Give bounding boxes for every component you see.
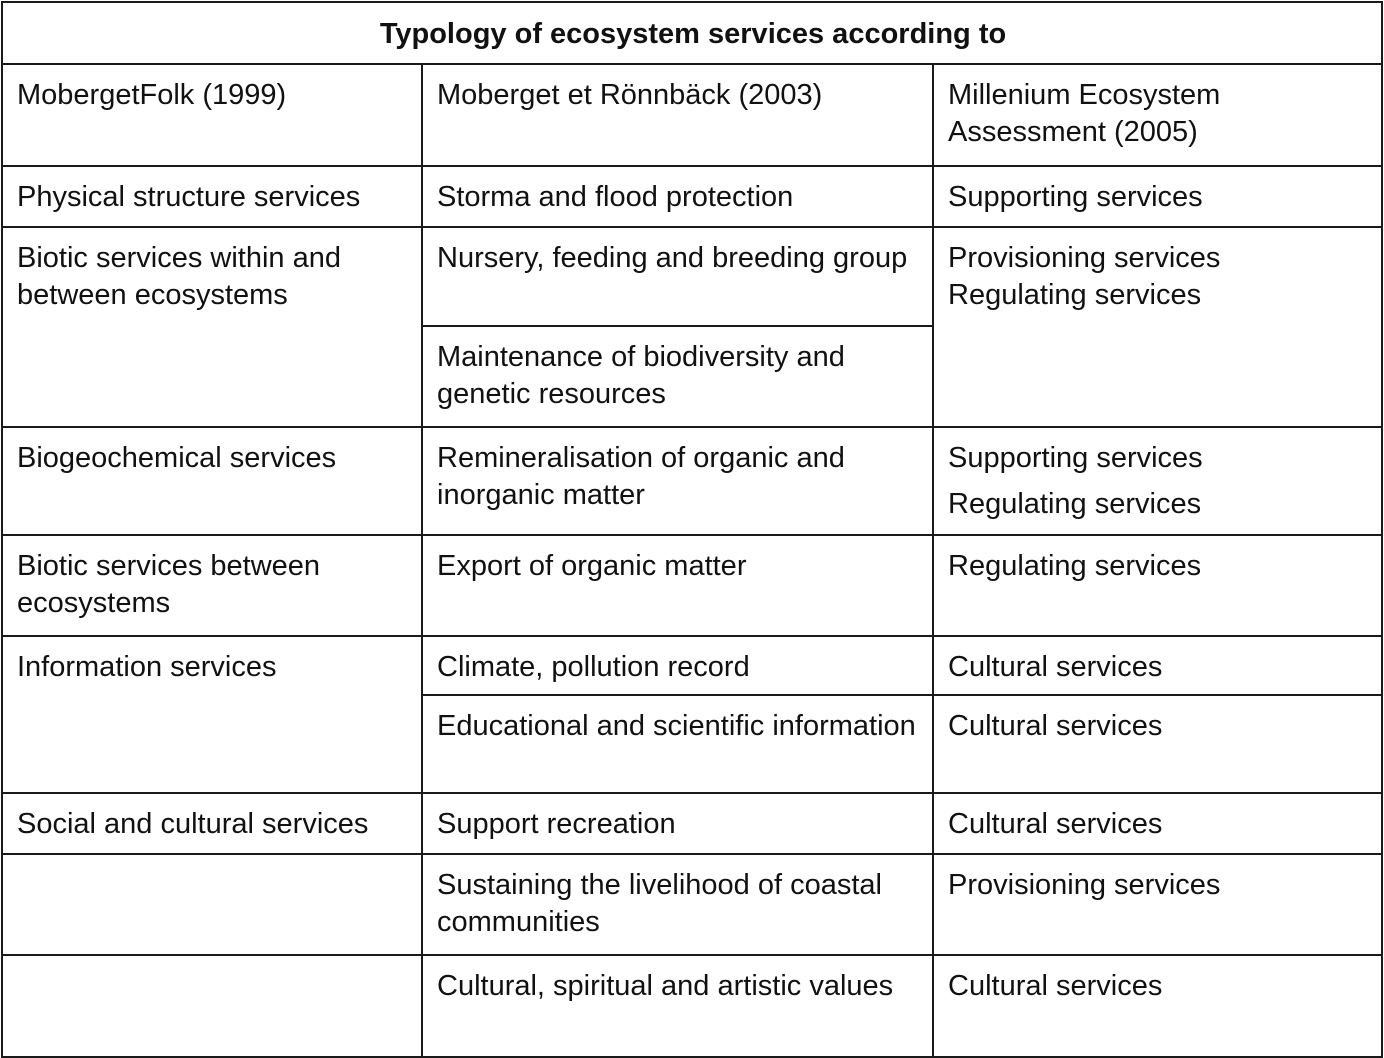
table-cell <box>933 793 1382 854</box>
table-cell <box>933 955 1382 1057</box>
table-cell: Biotic services within and between ecosystems <box>2 227 422 427</box>
table-row <box>2 535 1382 636</box>
cell-line: Regulating services <box>948 550 1202 582</box>
cell-line: Cultural services <box>948 651 1163 683</box>
ecosystem-services-table <box>1 1 1383 1058</box>
cell-line: Regulating services <box>948 279 1202 311</box>
table-cell: Maintenance of biodiversity and genetic resources <box>422 326 933 427</box>
table-cell: Biotic services between ecosystems <box>2 535 422 636</box>
cell-line: Supporting services <box>948 181 1203 213</box>
table-row <box>2 955 1382 1057</box>
header-row <box>2 64 1382 166</box>
table-row <box>2 427 1382 535</box>
cell-line: Cultural services <box>948 710 1163 742</box>
table-cell: Sustaining the livelihood of coastal communities <box>422 854 933 955</box>
cell-line: Cultural services <box>948 808 1163 840</box>
table-cell: Nursery, feeding and breeding group <box>422 227 933 326</box>
table-cell: Information services <box>2 636 422 793</box>
table-cell <box>933 695 1382 793</box>
cell-line: Cultural services <box>948 970 1163 1002</box>
table-cell: Biogeochemical services <box>2 427 422 535</box>
table-cell <box>933 427 1382 535</box>
column-header: MobergetFolk (1999) <box>2 64 422 166</box>
cell-line: Regulating services <box>948 488 1202 520</box>
table-cell: Export of organic matter <box>422 535 933 636</box>
cell-line: Supporting services <box>948 442 1203 474</box>
table-cell: Educational and scientific information <box>422 695 933 793</box>
table-cell <box>933 636 1382 695</box>
table-cell: Cultural, spiritual and artistic values <box>422 955 933 1057</box>
table-cell: Social and cultural services <box>2 793 422 854</box>
table-row <box>2 854 1382 955</box>
table-cell <box>933 854 1382 955</box>
table-row <box>2 227 1382 326</box>
column-header: Moberget et Rönnbäck (2003) <box>422 64 933 166</box>
table-cell: Climate, pollution record <box>422 636 933 695</box>
table-cell: Storma and flood protection <box>422 166 933 227</box>
table-cell: Remineralisation of organic and inorganic matter <box>422 427 933 535</box>
cell-line: Provisioning services <box>948 869 1221 901</box>
table-cell <box>933 227 1382 427</box>
table-cell <box>933 166 1382 227</box>
title-row <box>2 2 1382 64</box>
cell-line: Provisioning services <box>948 242 1221 274</box>
table-row <box>2 636 1382 695</box>
table-row <box>2 793 1382 854</box>
table-cell <box>2 955 422 1057</box>
table-cell <box>933 535 1382 636</box>
table-cell: Physical structure services <box>2 166 422 227</box>
table-cell <box>2 854 422 955</box>
table-row <box>2 166 1382 227</box>
table-title: Typology of ecosystem services according to <box>2 2 1382 64</box>
column-header: Millenium Ecosystem Assessment (2005) <box>933 64 1382 166</box>
table-cell: Support recreation <box>422 793 933 854</box>
